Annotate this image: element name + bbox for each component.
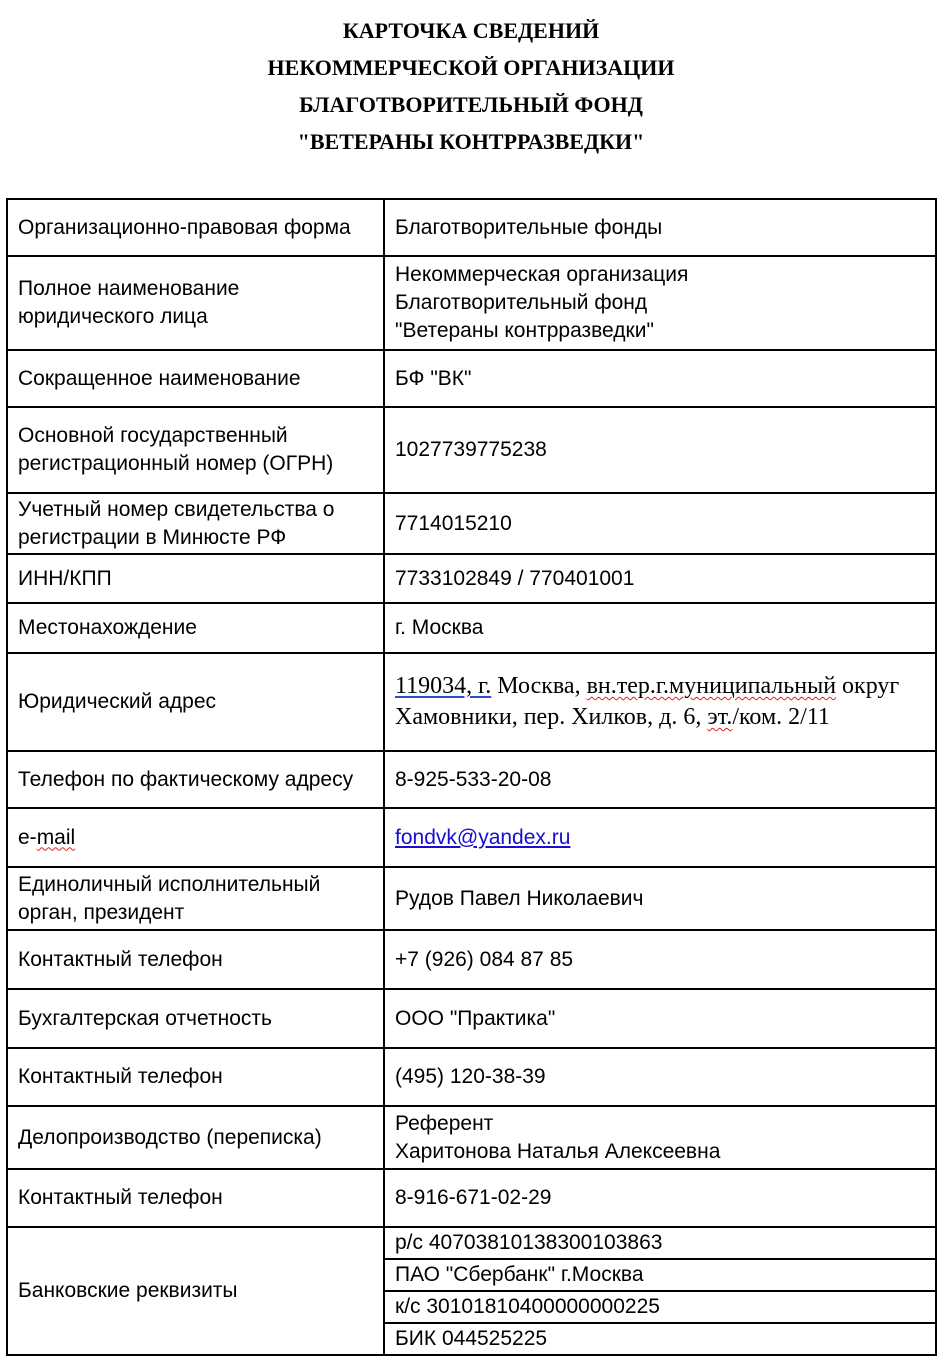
row-value: 8-925-533-20-08 (384, 751, 936, 808)
value-line: Некоммерческая организация (395, 263, 689, 286)
row-label: Основной государственный регистрационный номер (ОГРН) (7, 407, 384, 493)
table-row (7, 350, 936, 407)
row-label: Контактный телефон (7, 1048, 384, 1106)
row-label: Сокращенное наименование (7, 350, 384, 407)
label-part: mail (36, 825, 76, 849)
table-row (7, 1048, 936, 1106)
row-value (384, 1106, 936, 1169)
address-part: эт. (707, 704, 733, 730)
row-label: Юридический адрес (7, 653, 384, 751)
table-row (7, 653, 936, 751)
row-label: Бухгалтерская отчетность (7, 989, 384, 1048)
row-label: Единоличный исполнительный орган, президент (7, 867, 384, 930)
value-line: Благотворительный фонд (395, 291, 648, 314)
title-line: БЛАГОТВОРИТЕЛЬНЫЙ ФОНД (299, 92, 643, 117)
bank-line: БИК 044525225 (395, 1327, 548, 1350)
row-value: 1027739775238 (384, 407, 936, 493)
bank-line: ПАО "Сбербанк" г.Москва (385, 1260, 935, 1292)
row-value: г. Москва (384, 603, 936, 653)
info-table (6, 198, 937, 1356)
table-row (7, 493, 936, 554)
title-line: НЕКОММЕРЧЕСКОЙ ОРГАНИЗАЦИИ (267, 55, 675, 80)
row-label: Полное наименование юридического лица (7, 256, 384, 350)
email-link[interactable]: fondvk@yandex.ru (395, 825, 571, 849)
table-row (7, 407, 936, 493)
bank-details-value (384, 1227, 936, 1355)
table-row (7, 867, 936, 930)
table-row (7, 1227, 936, 1355)
row-value: 8-916-671-02-29 (384, 1169, 936, 1227)
table-row (7, 989, 936, 1048)
row-value: Рудов Павел Николаевич (384, 867, 936, 930)
row-label: Банковские реквизиты (7, 1227, 384, 1355)
document-title (0, 12, 942, 160)
table-row (7, 256, 936, 350)
legal-address-value (384, 653, 936, 751)
row-label: Делопроизводство (переписка) (7, 1106, 384, 1169)
table-row (7, 1106, 936, 1169)
label-part: e- (18, 825, 37, 849)
row-label: Местонахождение (7, 603, 384, 653)
row-value (384, 256, 936, 350)
row-value (384, 808, 936, 867)
row-label: ИНН/КПП (7, 554, 384, 603)
table-row (7, 603, 936, 653)
address-part: округ Хамовники, пер. Хилков, д. 6, (395, 673, 900, 730)
table-row (7, 199, 936, 256)
row-value: (495) 120-38-39 (384, 1048, 936, 1106)
row-value: БФ "ВК" (384, 350, 936, 407)
address-part: 119034, г. (395, 673, 492, 699)
row-label: Учетный номер свидетельства о регистрации в Минюсте РФ (7, 493, 384, 554)
address-part: Москва, (491, 673, 587, 699)
row-value: 7733102849 / 770401001 (384, 554, 936, 603)
address-part: вн.тер.г.муниципальный (586, 673, 837, 699)
title-line: "ВЕТЕРАНЫ КОНТРРАЗВЕДКИ" (297, 129, 645, 154)
value-line: Референт (395, 1111, 494, 1135)
row-label: Контактный телефон (7, 930, 384, 989)
bank-line: р/с 40703810138300103863 (385, 1228, 935, 1260)
table-row (7, 554, 936, 603)
address-part: /ком. 2/11 (732, 704, 830, 730)
bank-line: к/с 30101810400000000225 (385, 1292, 935, 1324)
table-row (7, 1169, 936, 1227)
row-value: +7 (926) 084 87 85 (384, 930, 936, 989)
row-label: Телефон по фактическому адресу (7, 751, 384, 808)
row-value: ООО "Практика" (384, 989, 936, 1048)
row-value: 7714015210 (384, 493, 936, 554)
row-label: Контактный телефон (7, 1169, 384, 1227)
value-line: Харитонова Наталья Алексеевна (395, 1139, 721, 1163)
table-row (7, 751, 936, 808)
value-line: "Ветераны контрразведки" (395, 319, 654, 342)
row-label (7, 808, 384, 867)
title-line: КАРТОЧКА СВЕДЕНИЙ (342, 18, 600, 43)
table-row (7, 808, 936, 867)
row-label: Организационно-правовая форма (7, 199, 384, 256)
row-value: Благотворительные фонды (384, 199, 936, 256)
table-row (7, 930, 936, 989)
